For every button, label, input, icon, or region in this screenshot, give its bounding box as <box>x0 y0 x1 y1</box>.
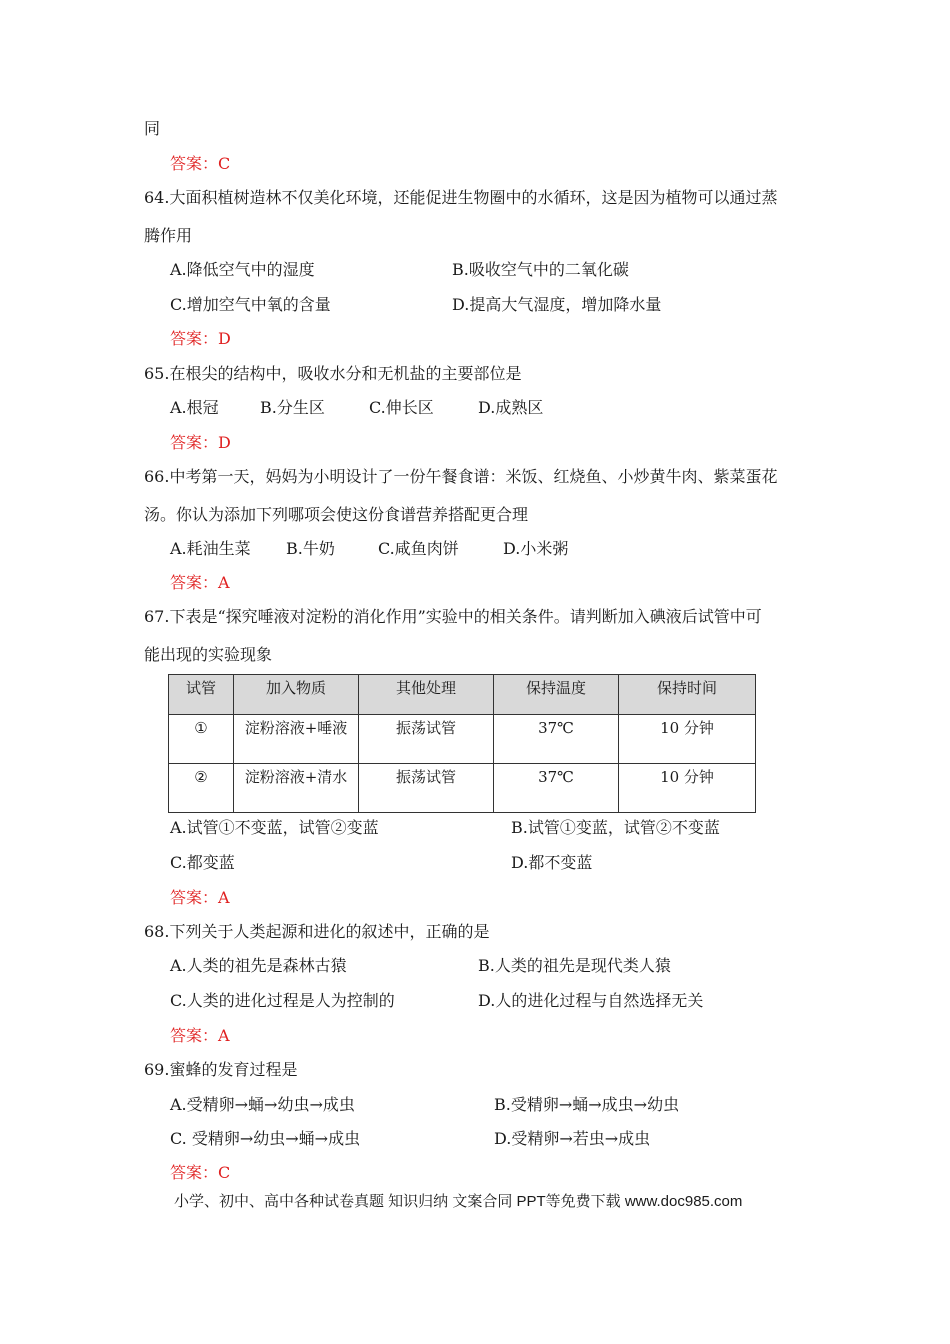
question-66-stem: 66.中考第一天，妈妈为小明设计了一份午餐食谱：米饭、红烧鱼、小炒黄牛肉、紫菜蛋花 <box>144 467 778 486</box>
answer-64: 答案：D <box>170 329 231 348</box>
question-63-tail: 同 <box>144 119 161 138</box>
table-header-cell: 保持温度 <box>494 675 619 715</box>
question-67-stem: 67.下表是“探究唾液对淀粉的消化作用”实验中的相关条件。请判断加入碘液后试管中可 <box>144 607 762 626</box>
table-cell: 37℃ <box>494 764 619 813</box>
option-67-b: B.试管①变蓝，试管②不变蓝 <box>511 818 720 837</box>
table-cell: ② <box>169 764 234 813</box>
option-65-c: C.伸长区 <box>369 398 434 417</box>
table-header-cell: 其他处理 <box>359 675 494 715</box>
experiment-table <box>168 674 756 813</box>
table-row <box>169 764 756 813</box>
question-64-stem-cont: 腾作用 <box>144 226 193 245</box>
question-69-stem: 69.蜜蜂的发育过程是 <box>144 1060 298 1079</box>
option-67-d: D.都不变蓝 <box>511 853 593 872</box>
table-cell: ① <box>169 715 234 764</box>
option-68-c: C.人类的进化过程是人为控制的 <box>170 991 395 1010</box>
option-69-a: A.受精卵→蛹→幼虫→成虫 <box>170 1095 355 1114</box>
option-64-d: D.提高大气湿度，增加降水量 <box>452 295 662 314</box>
question-66-stem-cont: 汤。你认为添加下列哪项会使这份食谱营养搭配更合理 <box>144 505 529 524</box>
option-66-d: D.小米粥 <box>503 539 569 558</box>
table-cell: 37℃ <box>494 715 619 764</box>
option-68-d: D.人的进化过程与自然选择无关 <box>478 991 704 1010</box>
table-cell: 振荡试管 <box>359 715 494 764</box>
footer-text: 小学、初中、高中各种试卷真题 知识归纳 文案合同 PPT等免费下载 www.doc985.com <box>174 1193 743 1210</box>
table-cell: 10 分钟 <box>619 764 756 813</box>
answer-65: 答案：D <box>170 433 231 452</box>
table-cell: 淀粉溶液+清水 <box>234 764 359 813</box>
option-64-c: C.增加空气中氧的含量 <box>170 295 331 314</box>
option-66-c: C.咸鱼肉饼 <box>378 539 459 558</box>
option-66-b: B.牛奶 <box>286 539 335 558</box>
table-header-cell: 加入物质 <box>234 675 359 715</box>
option-68-a: A.人类的祖先是森林古猿 <box>170 956 347 975</box>
table-cell: 10 分钟 <box>619 715 756 764</box>
answer-67: 答案：A <box>170 888 230 907</box>
option-64-b: B.吸收空气中的二氧化碳 <box>452 260 629 279</box>
table-row <box>169 715 756 764</box>
table-cell: 淀粉溶液+唾液 <box>234 715 359 764</box>
option-65-d: D.成熟区 <box>478 398 544 417</box>
question-64-stem: 64.大面积植树造林不仅美化环境，还能促进生物圈中的水循环，这是因为植物可以通过蒸 <box>144 188 778 207</box>
option-68-b: B.人类的祖先是现代类人猿 <box>478 956 671 975</box>
option-65-a: A.根冠 <box>170 398 219 417</box>
option-67-a: A.试管①不变蓝，试管②变蓝 <box>170 818 379 837</box>
answer-63: 答案：C <box>170 154 231 173</box>
option-65-b: B.分生区 <box>260 398 325 417</box>
question-67-stem-cont: 能出现的实验现象 <box>144 645 273 664</box>
option-69-c: C. 受精卵→幼虫→蛹→成虫 <box>170 1129 361 1148</box>
option-64-a: A.降低空气中的湿度 <box>170 260 315 279</box>
answer-69: 答案：C <box>170 1163 231 1182</box>
option-69-b: B.受精卵→蛹→成虫→幼虫 <box>494 1095 680 1114</box>
answer-66: 答案：A <box>170 573 230 592</box>
option-69-d: D.受精卵→若虫→成虫 <box>494 1129 651 1148</box>
table-header-row <box>169 675 756 715</box>
question-68-stem: 68.下列关于人类起源和进化的叙述中，正确的是 <box>144 922 490 941</box>
option-66-a: A.耗油生菜 <box>170 539 251 558</box>
answer-68: 答案：A <box>170 1026 230 1045</box>
table-cell: 振荡试管 <box>359 764 494 813</box>
table-header-cell: 试管 <box>169 675 234 715</box>
option-67-c: C.都变蓝 <box>170 853 235 872</box>
table-header-cell: 保持时间 <box>619 675 756 715</box>
question-65-stem: 65.在根尖的结构中，吸收水分和无机盐的主要部位是 <box>144 364 522 383</box>
